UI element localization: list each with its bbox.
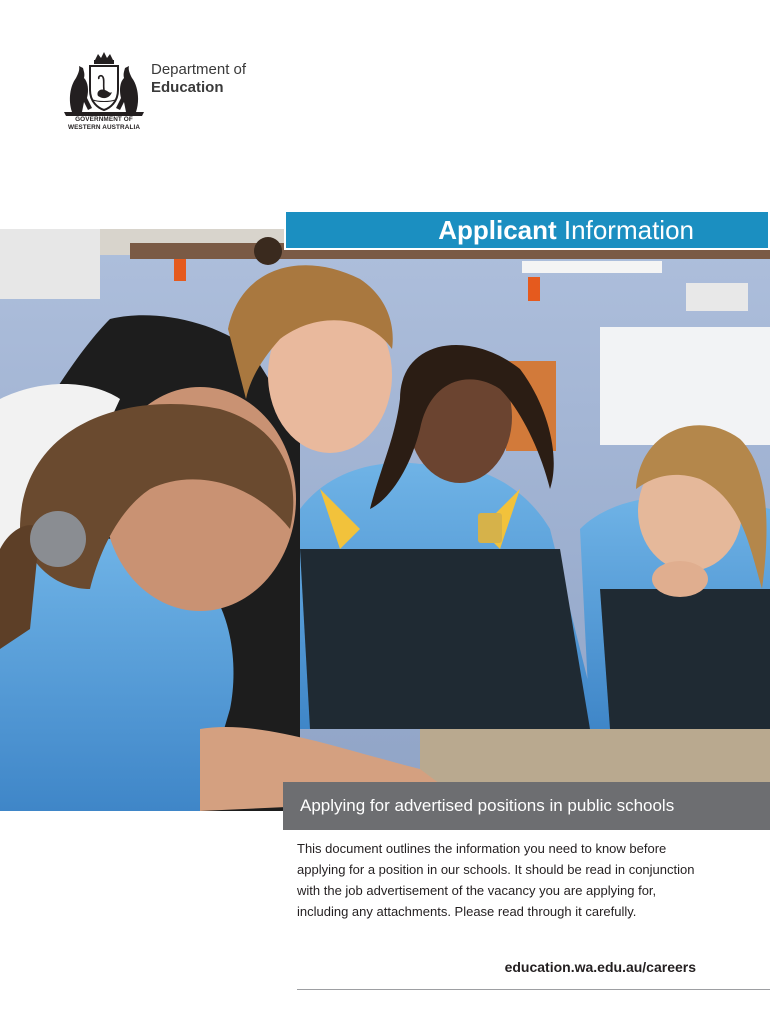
section-heading: Applying for advertised positions in public schools bbox=[283, 782, 770, 830]
intro-paragraph-text: This document outlines the information you need to know before applying for a position in our schools. It should be read in conjunction with the job advertisement of the vacancy you are applying for, including any attachments. Please read through it carefully. bbox=[297, 841, 695, 919]
department-logo bbox=[58, 52, 268, 138]
intro-paragraph bbox=[297, 838, 702, 922]
government-label-line1: GOVERNMENT OF bbox=[75, 116, 133, 123]
department-name bbox=[151, 61, 246, 97]
applicant-information-title bbox=[284, 210, 770, 250]
department-name-line2: Education bbox=[151, 79, 224, 96]
government-label-line2: WESTERN AUSTRALIA bbox=[67, 123, 141, 131]
department-name-line1: Department of bbox=[151, 61, 247, 78]
government-label bbox=[58, 116, 150, 131]
wa-coat-of-arms-icon bbox=[58, 52, 150, 122]
title-bold-word: Applicant bbox=[438, 215, 557, 245]
teacher-and-students-photo bbox=[0, 229, 770, 811]
careers-url[interactable]: education.wa.edu.au/careers bbox=[504, 959, 696, 975]
footer-divider bbox=[297, 989, 770, 990]
classroom-photo bbox=[0, 229, 770, 811]
title-regular-word: Information bbox=[563, 215, 694, 245]
